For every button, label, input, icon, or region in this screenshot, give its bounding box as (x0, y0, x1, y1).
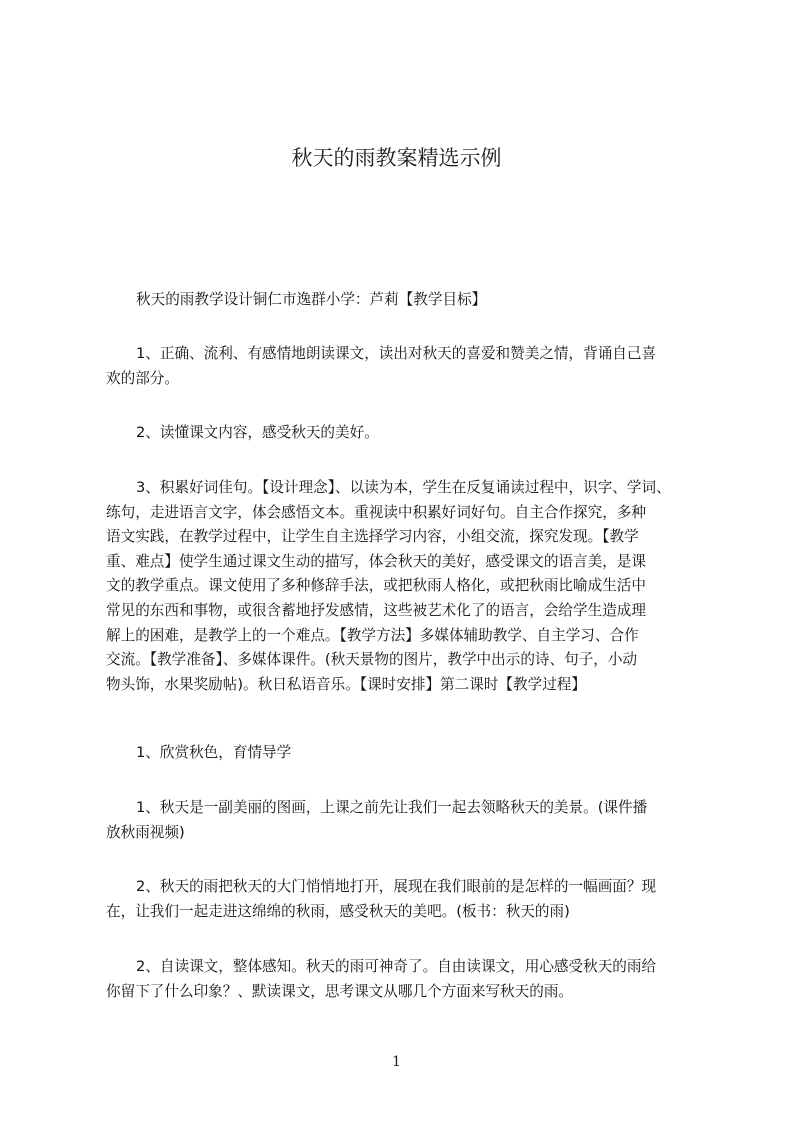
text-line: 重、难点】使学生通过课文生动的描写，体会秋天的美好，感受课文的语言美，是课 (106, 552, 646, 570)
text-line: 2、自读课文，整体感知。秋天的雨可神奇了。自由读课文，用心感受秋天的雨给 (136, 958, 657, 975)
paragraph-goal-2 (106, 421, 726, 446)
page-number: 1 (392, 1054, 401, 1070)
paragraph-step-1 (106, 741, 726, 766)
text-line: 1、欣赏秋色，育情导学 (136, 744, 292, 761)
text-line: 1、正确、流利、有感情地朗读课文，读出对秋天的喜爱和赞美之情，背诵自己喜 (136, 345, 657, 362)
paragraph-step-1-1 (106, 796, 726, 845)
text-line: 欢的部分。 (106, 369, 179, 387)
text-line: 2、读懂课文内容，感受秋天的美好。 (136, 424, 379, 441)
text-line: 3、积累好词佳句。【设计理念】、以读为本，学生在反复诵读过程中，识字、学词、 (136, 479, 671, 496)
text-line: 常见的东西和事物，或很含蓄地抒发感情，这些被艺术化了的语言，会给学生造成理 (106, 601, 646, 619)
text-line: 你留下了什么印象？、默读课文，思考课文从哪几个方面来写秋天的雨。 (106, 982, 574, 1000)
text-line: 2、秋天的雨把秋天的大门悄悄地打开，展现在我们眼前的是怎样的一幅画面？现 (136, 878, 657, 895)
text-line: 语文实践，在教学过程中，让学生自主选择学习内容，小组交流，探究发现。【教学 (106, 528, 639, 546)
paragraph-goal-1 (106, 342, 726, 391)
text-line: 文的教学重点。课文使用了多种修辞手法，或把秋雨人格化，或把秋雨比喻成生活中 (106, 577, 646, 595)
text-line: 放秋雨视频) (106, 823, 185, 841)
paragraph-intro (106, 288, 726, 313)
text-line: 交流。【教学准备】、多媒体课件。(秋天景物的图片，教学中出示的诗、句子，小动 (106, 651, 638, 669)
paragraph-step-2 (106, 955, 726, 1004)
text-line: 秋天的雨教学设计铜仁市逸群小学：芦莉【教学目标】 (136, 291, 487, 308)
paragraph-goal-3 (106, 476, 726, 697)
text-line: 1、秋天是一副美丽的图画，上课之前先让我们一起去领略秋天的美景。(课件播 (136, 799, 648, 816)
text-line: 解上的困难，是教学上的一个难点。【教学方法】多媒体辅助教学、自主学习、合作 (106, 626, 639, 644)
text-line: 练句，走进语言文字，体会感悟文本。重视读中积累好词好句。自主合作探究，多种 (106, 503, 646, 521)
paragraph-step-1-2 (106, 875, 726, 924)
text-line: 在，让我们一起走进这绵绵的秋雨，感受秋天的美吧。(板书：秋天的雨) (106, 902, 570, 920)
document-title: 秋天的雨教案精选示例 (291, 146, 502, 170)
text-line: 物头饰，水果奖励帖)。秋日私语音乐。【课时安排】第二课时【教学过程】 (106, 675, 586, 693)
